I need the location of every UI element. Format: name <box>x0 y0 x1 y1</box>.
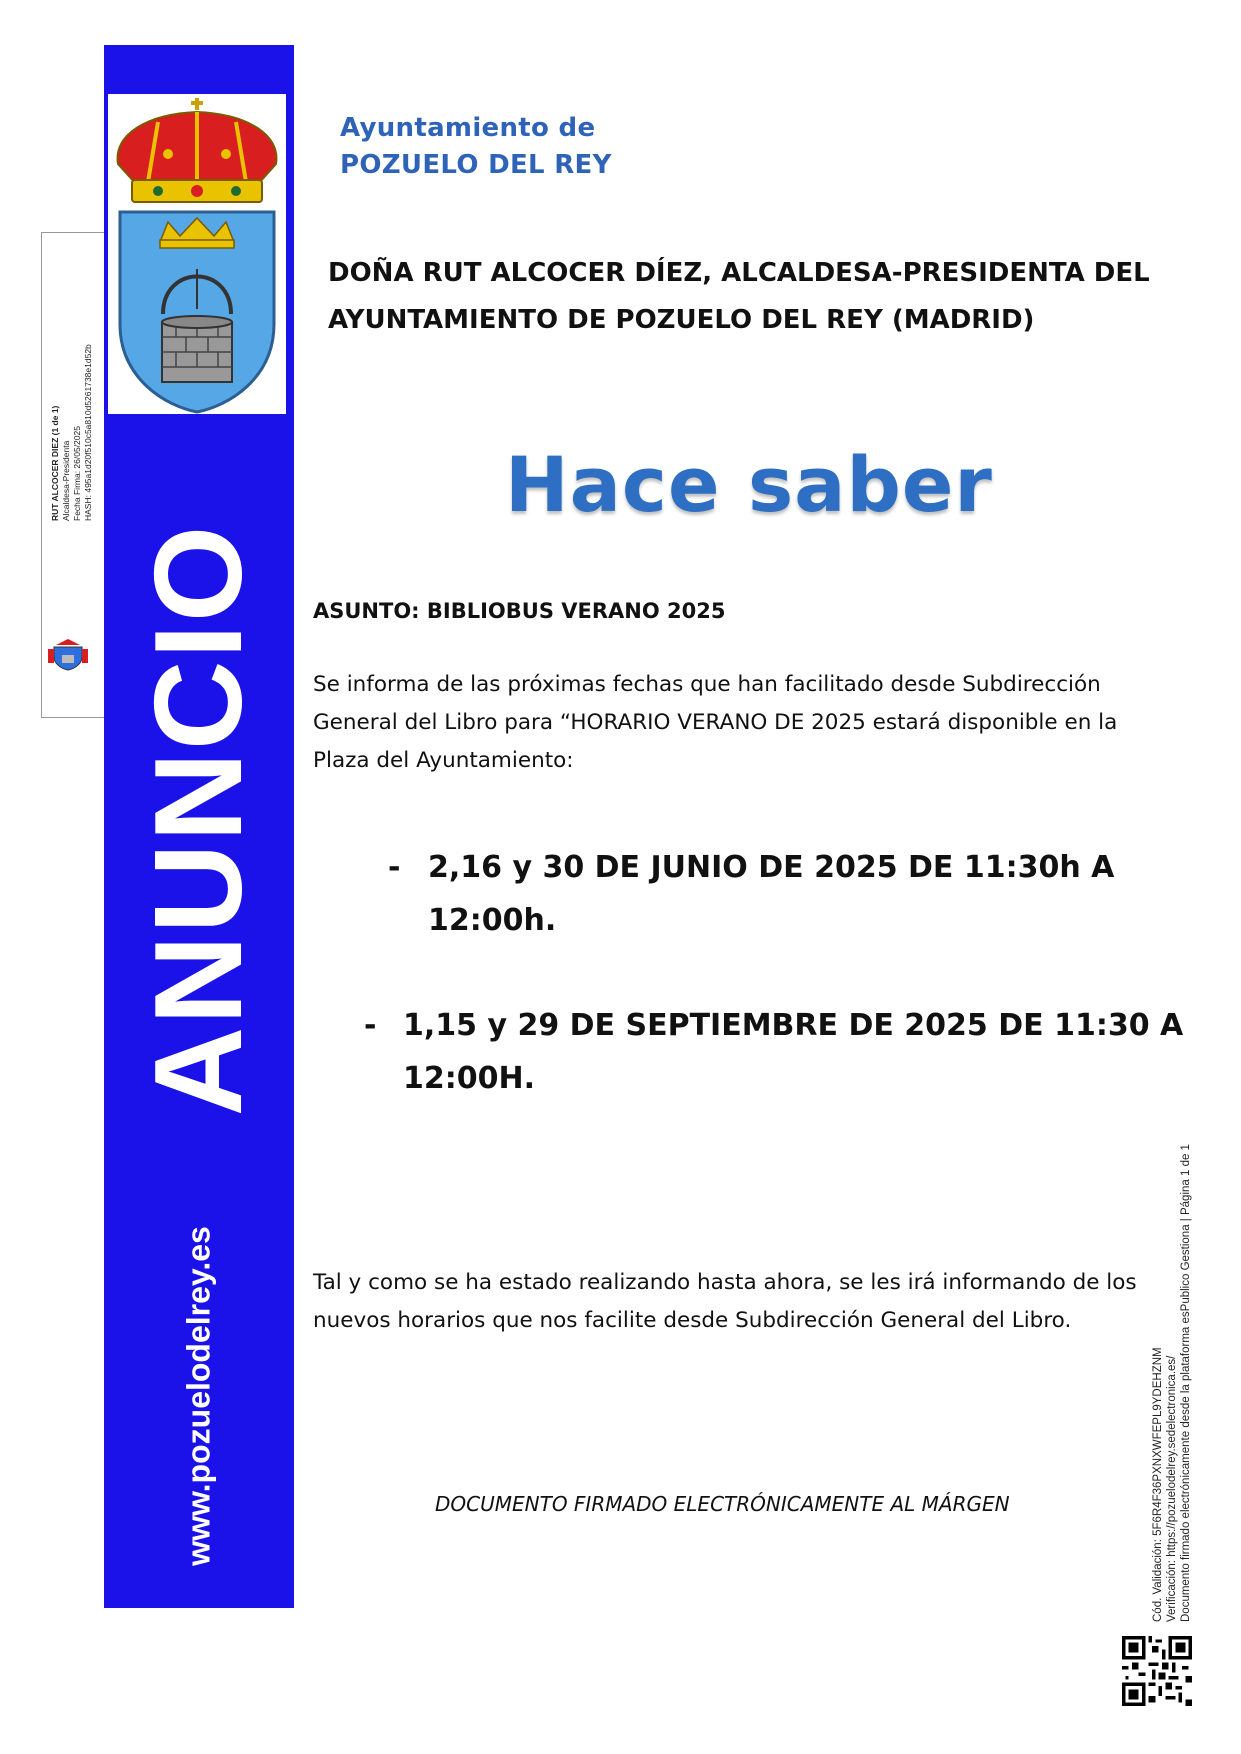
signature-name: RUT ALCOCER DIEZ (1 de 1) <box>50 405 60 521</box>
signed-note: DOCUMENTO FIRMADO ELECTRÓNICAMENTE AL MÁRGEN <box>435 1492 1010 1516</box>
closing-line2: nuevos horarios que nos facilite desde Subdirección General del Libro. <box>313 1308 1072 1333</box>
intro-line3: Plaza del Ayuntamiento: <box>313 748 574 773</box>
date-bullet: - <box>388 850 401 885</box>
signature-date: Fecha Firma: 26/05/2025 <box>72 426 82 521</box>
issuer-line1: DOÑA RUT ALCOCER DÍEZ, ALCALDESA-PRESIDENTA DEL <box>328 258 1150 288</box>
date-1-line1: 2,16 y 30 DE JUNIO DE 2025 DE 11:30h A <box>428 850 1115 885</box>
verification-url[interactable]: Verificación: https://pozuelodelrey.sedelectronica.es/ <box>1166 1355 1178 1622</box>
issuer-line2: AYUNTAMIENTO DE POZUELO DEL REY (MADRID) <box>328 305 1035 335</box>
org-name-line2: POZUELO DEL REY <box>340 150 612 180</box>
platform-note: Documento firmado electrónicamente desde la plataforma esPublico Gestiona | Página 1 de 1 <box>1180 1144 1192 1622</box>
date-bullet: - <box>364 1008 377 1043</box>
signature-role: Alcaldesa-Presidenta <box>61 440 71 521</box>
headline: Hace saber <box>505 440 993 529</box>
qr-code-icon[interactable] <box>1122 1636 1192 1706</box>
org-name-line1: Ayuntamiento de <box>340 113 596 143</box>
intro-line2: General del Libro para “HORARIO VERANO DE 2025 estará disponible en la <box>313 710 1118 735</box>
sidebar-title: ANUNCIO <box>130 523 268 1117</box>
subject: ASUNTO: BIBLIOBUS VERANO 2025 <box>313 599 726 623</box>
small-shield-icon <box>48 637 88 671</box>
date-2-line2: 12:00H. <box>403 1061 535 1096</box>
signature-hash: HASH: 495a1d20f510c5a810d5261738e1d52b <box>83 344 93 521</box>
coat-of-arms <box>108 94 286 414</box>
date-2-line1: 1,15 y 29 DE SEPTIEMBRE DE 2025 DE 11:30 A <box>403 1008 1184 1043</box>
coat-of-arms-icon <box>108 94 286 414</box>
closing-line1: Tal y como se ha estado realizando hasta ahora, se les irá informando de los <box>313 1270 1137 1295</box>
intro-line1: Se informa de las próximas fechas que han facilitado desde Subdirección <box>313 672 1101 697</box>
validation-code: Cód. Validación: 5F6R4F36PXNXWFEPL9YDEHZNM <box>1152 1347 1164 1622</box>
website-link[interactable]: www.pozuelodelrey.es <box>180 1226 217 1566</box>
date-1-line2: 12:00h. <box>428 903 557 938</box>
signature-stamp <box>41 232 104 718</box>
